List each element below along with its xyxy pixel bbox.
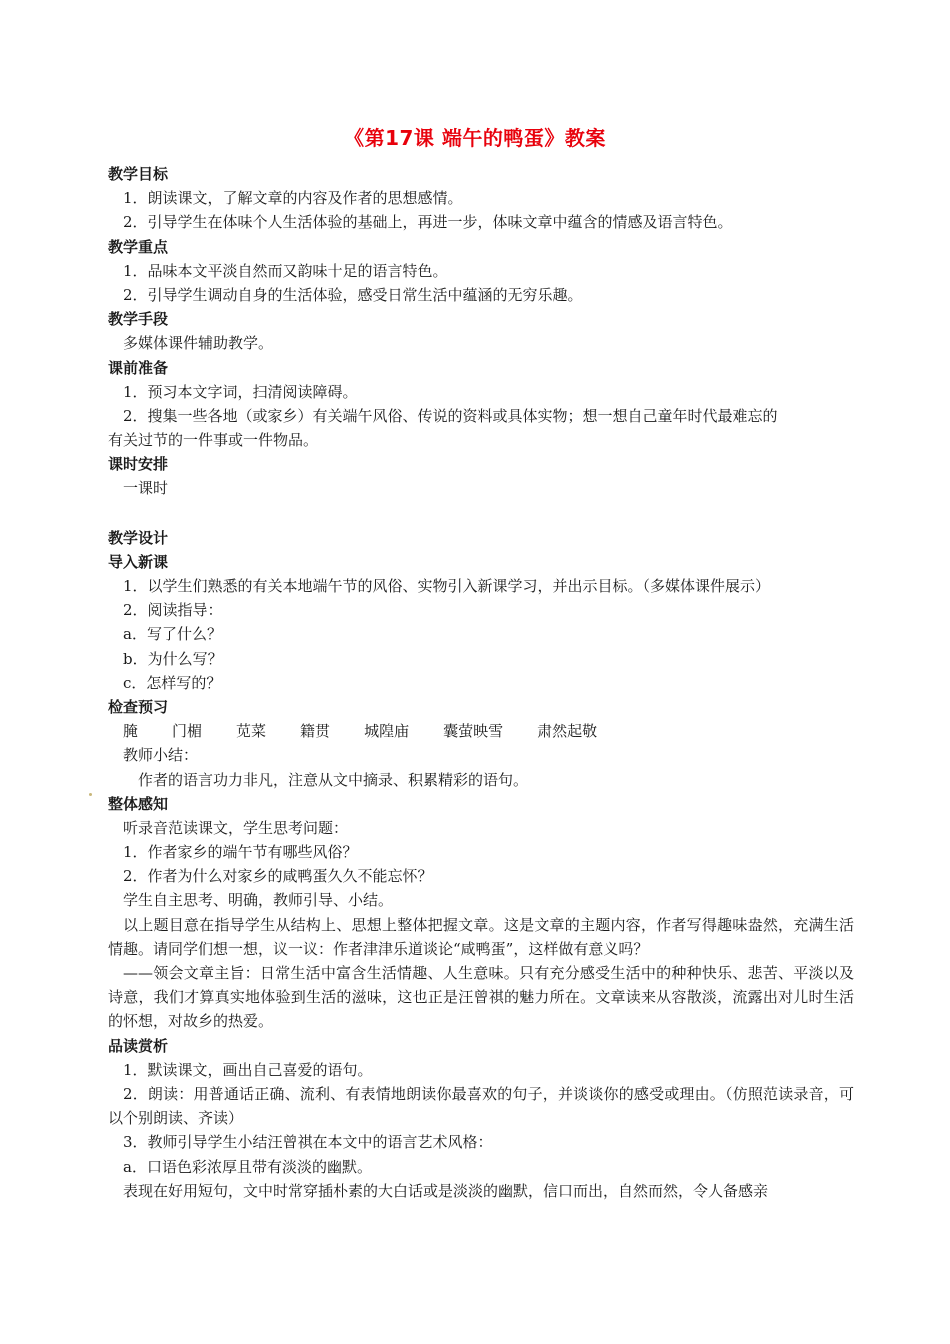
heading-overall: 整体感知 <box>108 794 169 813</box>
heading-appreciation: 品读赏析 <box>108 1036 169 1055</box>
heading-design: 教学设计 <box>108 528 169 547</box>
key-item: 1．品味本文平淡自然而又韵味十足的语言特色。 <box>123 261 448 280</box>
key-item: 2．引导学生调动自身的生活体验，感受日常生活中蕴涵的无穷乐趣。 <box>123 285 583 304</box>
vocab-list <box>108 719 854 743</box>
heading-check-preview: 检查预习 <box>108 697 169 716</box>
goal-item: 2．引导学生在体味个人生活体验的基础上，再进一步，体味文章中蕴含的情感及语言特色。 <box>123 213 733 232</box>
appreciation-item: 3．教师引导学生小结汪曾祺在本文中的语言艺术风格： <box>123 1133 493 1152</box>
heading-key-points: 教学重点 <box>108 237 169 256</box>
vocab-word: 腌 <box>123 722 139 741</box>
appreciation-subitem: a．口语色彩浓厚且带有淡淡的幽默。 <box>123 1157 372 1176</box>
heading-preparation: 课前准备 <box>108 358 169 377</box>
stray-mark <box>89 793 92 796</box>
heading-goals: 教学目标 <box>108 165 169 183</box>
document-body <box>108 162 854 1203</box>
overall-item: 听录音范读课文，学生思考问题： <box>123 818 349 837</box>
appreciation-text: 表现在好用短句，文中时常穿插朴素的大白话或是淡淡的幽默，信口而出，自然而然，令人备感亲 <box>123 1181 769 1200</box>
teacher-summary-text: 作者的语言功力非凡，注意从文中摘录、积累精彩的语句。 <box>138 770 529 789</box>
schedule-text: 一课时 <box>123 479 169 498</box>
goal-item: 1．朗读课文，了解文章的内容及作者的思想感情。 <box>123 189 463 208</box>
overall-paragraph: ——领会文章主旨：日常生活中富含生活情趣、人生意味。只有充分感受生活中的种种快乐、悲苦、平淡以及诗意，我们才算真实地体验到生活的滋味，这也正是汪曾祺的魅力所在。文章读来从容散淡，流露出对儿时生活的怀想，对故乡的热爱。 <box>108 964 854 1031</box>
vocab-word: 籍贯 <box>300 722 331 741</box>
teacher-summary-label: 教师小结： <box>123 746 199 765</box>
vocab-word: 苋菜 <box>236 722 267 741</box>
vocab-word: 囊萤映雪 <box>443 722 504 741</box>
overall-paragraph: 以上题目意在指导学生从结构上、思想上整体把握文章。这是文章的主题内容，作者写得趣味盎然，充满生活情趣。请同学们想一想，议一议：作者津津乐道谈论“咸鸭蛋”，这样做有意义吗？ <box>108 915 854 958</box>
page-title: 《第17课 端午的鸭蛋》教案 <box>344 126 606 150</box>
overall-item: 学生自主思考、明确，教师引导、小结。 <box>123 891 394 910</box>
appreciation-item: 1．默读课文，画出自己喜爱的语句。 <box>123 1060 373 1079</box>
vocab-word: 肃然起敬 <box>537 722 598 741</box>
vocab-word: 门楣 <box>172 722 203 741</box>
prep-item: 2．搜集一些各地（或家乡）有关端午风俗、传说的资料或具体实物；想一想自己童年时代最难忘的 <box>123 406 778 425</box>
appreciation-item: 2．朗读：用普通话正确、流利、有表情地朗读你最喜欢的句子，并谈谈你的感受或理由。（仿照范读录音，可以个别朗读、齐读） <box>108 1085 854 1128</box>
prep-item-continued: 有关过节的一件事或一件物品。 <box>108 431 319 450</box>
intro-item: 2．阅读指导： <box>123 601 223 620</box>
heading-means: 教学手段 <box>108 310 169 329</box>
heading-intro: 导入新课 <box>108 552 169 571</box>
overall-item: 1．作者家乡的端午节有哪些风俗？ <box>123 843 358 862</box>
overall-item: 2．作者为什么对家乡的咸鸭蛋久久不能忘怀？ <box>123 867 433 886</box>
intro-item: 1．以学生们熟悉的有关本地端午节的风俗、实物引入新课学习，并出示目标。（多媒体课件展示） <box>123 577 771 595</box>
intro-item: b．为什么写？ <box>123 649 223 668</box>
intro-item: c．怎样写的？ <box>123 673 222 692</box>
heading-schedule: 课时安排 <box>108 455 169 474</box>
intro-item: a．写了什么？ <box>123 625 222 644</box>
means-text: 多媒体课件辅助教学。 <box>123 334 274 353</box>
vocab-word: 城隍庙 <box>364 722 410 741</box>
prep-item: 1．预习本文字词，扫清阅读障碍。 <box>123 382 358 401</box>
